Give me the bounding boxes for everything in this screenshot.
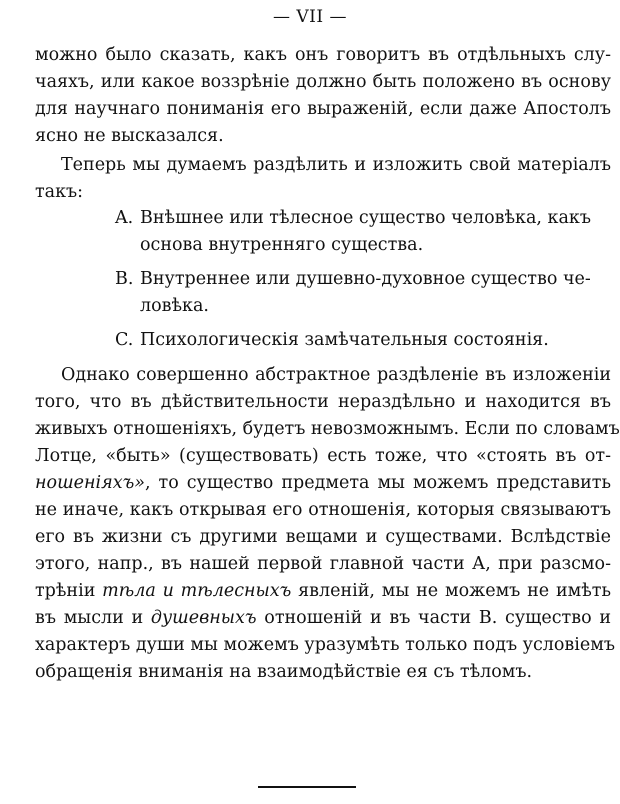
paragraph-line	[35, 605, 611, 632]
paragraph-line: для научнаго пониманія его выраженій, если даже Апостолъ	[35, 99, 611, 119]
outline-letter: B.	[115, 269, 134, 289]
paragraph-line: не иначе, какъ открывая его отношенія, которыя связываютъ	[35, 500, 611, 520]
paragraph-line: Однако совершенно абстрактное раздѣленіе въ изложеніи	[61, 365, 611, 385]
paragraph-line: Теперь мы думаемъ раздѣлить и изложить свой матеріалъ	[61, 155, 611, 175]
page-number-header: — VII —	[272, 7, 347, 27]
outline-text: Внѣшнее или тѣлесное существо человѣка, какъ	[140, 208, 592, 228]
outline-item-a	[115, 205, 611, 259]
paragraph-line	[35, 470, 611, 497]
paragraph-line: характеръ души мы можемъ уразумѣть только подъ условіемъ	[35, 635, 615, 655]
paragraph-line: Лотце, «быть» (существовать) есть тоже, что «стоять въ от-	[35, 446, 611, 466]
italic-phrase: тѣла и тѣлесныхъ	[102, 581, 292, 601]
footer-divider	[258, 786, 356, 788]
outline-text: ловѣка.	[140, 296, 209, 316]
line-text: явленій, мы не можемъ не имѣть	[291, 581, 611, 601]
outline-text: Внутреннее или душевно-духовное существо че-	[140, 269, 591, 289]
outline-item-b	[115, 266, 611, 320]
paragraph-line: ясно не высказался.	[35, 126, 224, 146]
italic-phrase: душевныхъ	[150, 608, 257, 628]
outline-text: Психологическія замѣчательныя состоянія.	[140, 330, 549, 350]
paragraph-line	[35, 578, 611, 605]
line-text: трѣніи	[35, 581, 103, 601]
paragraph-line: его въ жизни съ другими вещами и существами. Вслѣдствіе	[35, 527, 611, 547]
paragraph-line: того, что въ дѣйствительности нераздѣльно и находится въ	[35, 392, 611, 412]
paragraph-3	[35, 362, 620, 686]
paragraph-line: такъ:	[35, 182, 84, 202]
paragraph-line: этого, напр., въ нашей первой главной части А, при разсмо-	[35, 554, 611, 574]
paragraph-2	[35, 152, 611, 206]
outline-item-c	[115, 327, 611, 354]
paragraph-line: можно было сказать, какъ онъ говоритъ въ отдѣльныхъ слу-	[35, 45, 611, 65]
outline-letter: A.	[115, 208, 134, 228]
paragraph-line: чаяхъ, или какое воззрѣніе должно быть положено въ основу	[35, 72, 611, 92]
outline-text: основа внутренняго существа.	[140, 235, 424, 255]
italic-phrase: ношеніяхъ»	[35, 473, 145, 493]
line-text: отношеній и въ части B. существо и	[256, 608, 611, 628]
paragraph-line: живыхъ отношеніяхъ, будетъ невозможнымъ. Если по словамъ	[35, 419, 620, 439]
line-text: , то существо предмета мы можемъ представить	[144, 473, 611, 493]
paragraph-1	[35, 42, 611, 150]
line-text: въ мысли и	[35, 608, 151, 628]
outline-letter: C.	[115, 330, 134, 350]
paragraph-line: обращенія вниманія на взаимодѣйствіе ея съ тѣломъ.	[35, 662, 533, 682]
outline-list	[115, 205, 611, 361]
